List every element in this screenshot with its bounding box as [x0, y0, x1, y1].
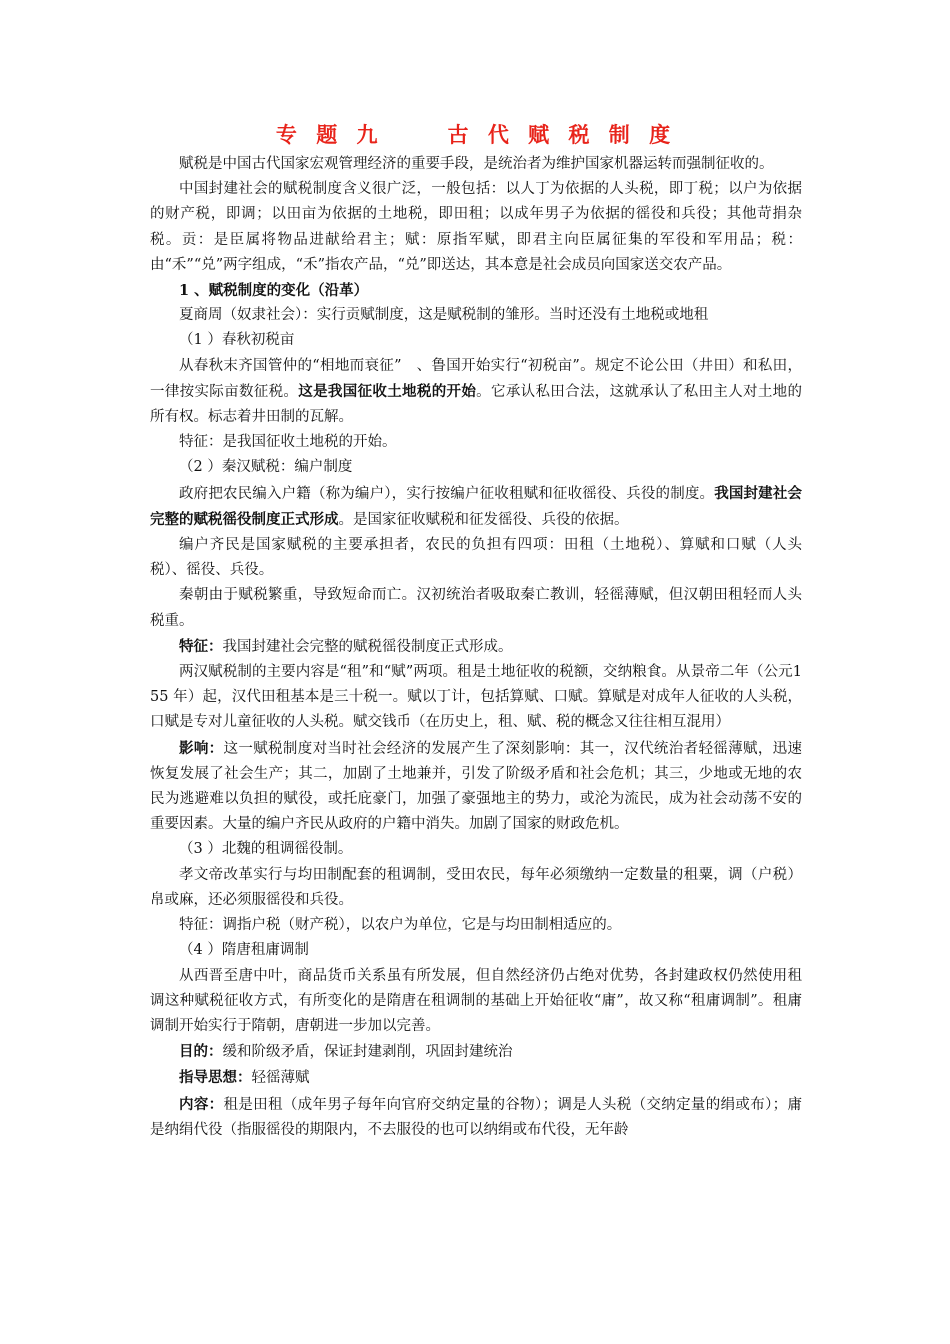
feature-label: 特征：: [179, 637, 223, 655]
subheading-chunqiu: （1 ）春秋初税亩: [179, 332, 295, 349]
beiwei-paragraph: 孝文帝改革实行与均田制配套的租调制，受田农民，每年必须缴纳一定数量的租粟，调（户税）帛或麻，还必须服徭役和兵役。: [150, 866, 802, 908]
qinhan-feature: 特征：我国封建社会完整的赋税徭役制度正式形成。: [179, 637, 513, 655]
bold-key-sentence: 我国封建社会完整的赋税徭役制度正式形成: [150, 484, 803, 528]
title-topic-name: 古 代 赋 税 制 度: [447, 123, 677, 147]
xia-shang-zhou-paragraph: 夏商周（奴隶社会）：实行贡赋制度，这是赋税制的雏形。当时还没有土地税或地租: [179, 307, 709, 324]
suitang-content: 内容：租是田租（成年男子每年向官府交纳定量的谷物）；调是人头税（交纳定量的绢或布）；庸是纳绢代役（指服徭役的期限内，不去服役的也可以纳绢或布代役，无年龄: [150, 1095, 802, 1138]
suitang-paragraph: 从西晋至唐中叶，商品货币关系虽有所发展，但自然经济仍占绝对优势，各封建政权仍然使用租调这种赋税征收方式，有所变化的是隋唐在租调制的基础上开始征收“庸”，故又称“租庸调制”。租庸调制开始实行于隋朝，唐朝进一步加以完善。: [150, 967, 802, 1034]
qinhan-paragraph-3: 秦朝由于赋税繁重，导致短命而亡。汉初统治者吸取秦亡教训，轻徭薄赋，但汉朝田租轻而人头税重。: [150, 587, 802, 629]
suitang-purpose: 目的：缓和阶级矛盾，保证封建剥削，巩固封建统治: [179, 1043, 513, 1061]
purpose-label: 目的：: [179, 1043, 223, 1061]
chunqiu-paragraph: 从春秋末齐国管仲的“相地而衰征” 、鲁国开始实行“初税亩”。规定不论公田（井田）和私田，一律按实际亩数征税。这是我国征收土地税的开始。它承认私田合法，这就承认了私田主人对土地的所有权。标志着井田制的瓦解。: [150, 357, 803, 426]
document-title: [150, 118, 802, 152]
qinhan-impact: 影响：这一赋税制度对当时社会经济的发展产生了深刻影响：其一，汉代统治者轻徭薄赋，迅速恢复发展了社会生产；其二，加剧了土地兼并，引发了阶级矛盾和社会危机；其三，少地或无地的农民为逃避难以负担的赋役，或托庇豪门，加强了豪强地主的势力，或沦为流民，成为社会动荡不安的重要因素。大量的编户齐民从政府的户籍中消失。加剧了国家的财政危机。: [150, 739, 803, 833]
guide-label: 指导思想：: [179, 1069, 252, 1087]
intro-paragraph-1: 赋税是中国古代国家宏观管理经济的重要手段，是统治者为维护国家机器运转而强制征收的。: [179, 156, 774, 172]
beiwei-feature: 特征：调指户税（财产税），以农户为单位，它是与均田制相适应的。: [179, 917, 622, 934]
title-topic-number: 专 题 九: [275, 123, 384, 147]
qinhan-paragraph-2: 编户齐民是国家赋税的主要承担者，农民的负担有四项：田租（土地税）、算赋和口赋（人头税）、徭役、兵役。: [150, 537, 802, 579]
section-heading-1: 1 、赋税制度的变化（沿革）: [179, 282, 369, 300]
qinhan-paragraph-4: 两汉赋税制的主要内容是“租”和“赋”两项。租是土地征收的税额，交纳粮食。从景帝二年（公元155 年）起，汉代田租基本是三十税一。赋以丁计，包括算赋、口赋。算赋是对成年人征收的人头税，口赋是专对儿童征收的人头税。赋交钱币（在历史上，租、赋、税的概念又往往相互混用）: [150, 664, 802, 731]
impact-label: 影响：: [179, 739, 224, 757]
subheading-suitang: （4 ）隋唐租庸调制: [179, 942, 309, 959]
suitang-guiding-idea: 指导思想：轻徭薄赋: [179, 1069, 310, 1087]
qinhan-paragraph-1: 政府把农民编入户籍（称为编户），实行按编户征收租赋和征收徭役、兵役的制度。我国封建社会完整的赋税徭役制度正式形成。是国家征收赋税和征发徭役、兵役的依据。: [150, 484, 803, 528]
subheading-beiwei: （3 ）北魏的租调徭役制。: [179, 841, 353, 858]
subheading-qinhan: （2 ）秦汉赋税：编户制度: [179, 459, 353, 476]
chunqiu-feature: 特征：是我国征收土地税的开始。: [179, 434, 397, 451]
intro-paragraph-2: 中国封建社会的赋税制度含义很广泛，一般包括：以人丁为依据的人头税，即丁税；以户为依据的财产税，即调；以田亩为依据的土地税，即田租；以成年男子为依据的徭役和兵役；其他苛捐杂税。贡：是臣属将物品进献给君主；赋：原指军赋，即君主向臣属征集的军役和军用品；税：由“禾”“兑”两字组成，“禾”指农产品，“兑”即送达，其本意是社会成员向国家送交农产品。: [150, 181, 802, 273]
document-page: [150, 118, 802, 1143]
content-label: 内容：: [179, 1095, 224, 1113]
bold-key-sentence: 这是我国征收土地税的开始: [298, 382, 477, 400]
